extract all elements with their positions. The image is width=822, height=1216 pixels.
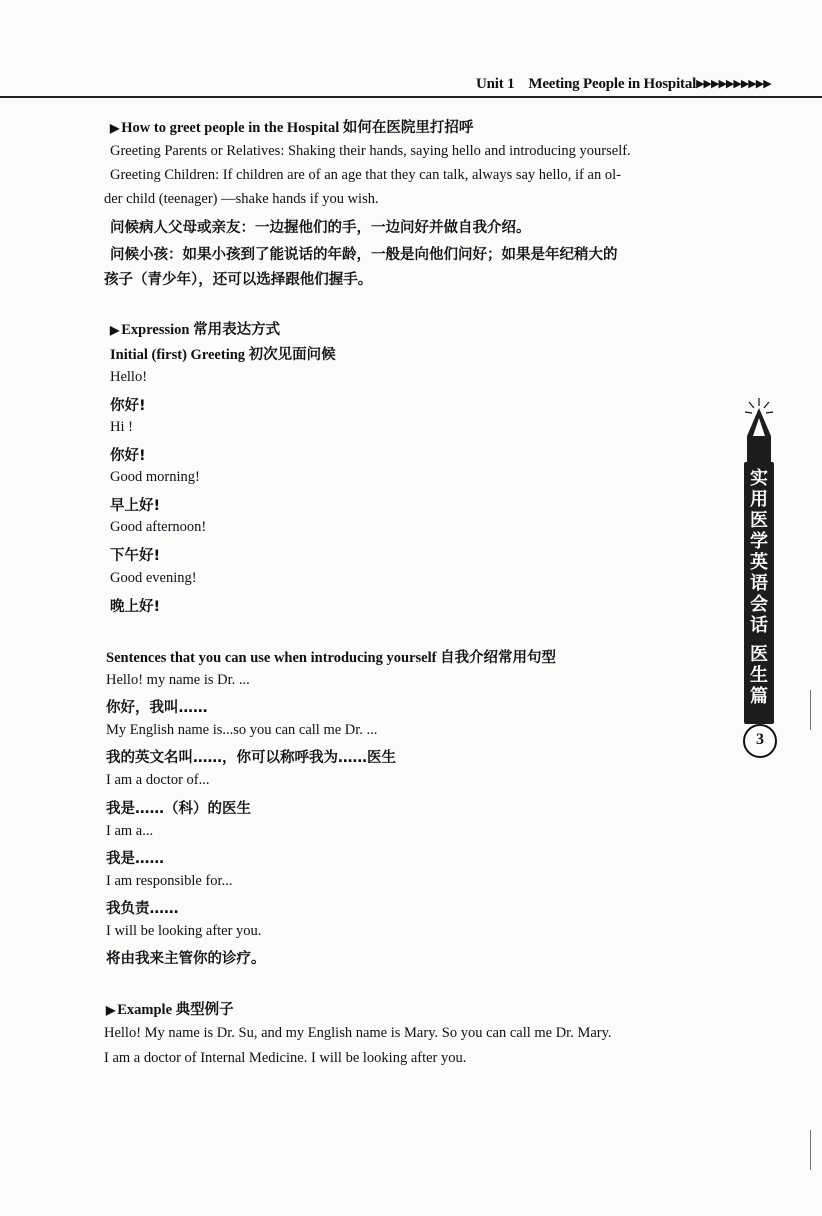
expression-zh: 你好! [110,398,146,414]
triangle-bullet-icon: ▶ [110,323,120,337]
greet-children-zh-cont: 孩子（青少年），还可以选择跟他们握手。 [104,272,373,288]
running-header [476,76,822,93]
greet-children-line: Greeting Children: If children are of an age that they can talk, always say hello, if an ol- [110,167,621,183]
sentence-en: I will be looking after you. [106,923,262,939]
header-arrows: ▶▶▶▶▶▶▶▶▶▶ [696,78,771,90]
sentence-zh: 我的英文名叫……，你可以称呼我为……医生 [106,750,396,766]
side-tab-book-title: 实用医学英语会话 [750,468,768,636]
greet-children-line-cont: der child (teenager) —shake hands if you wish. [104,191,379,207]
sentence-en: My English name is...so you can call me Dr. ... [106,722,378,738]
side-tab-pen-icon [741,396,777,466]
expression-en: Good morning! [110,469,200,485]
sentence-zh: 我负责…… [106,901,179,917]
scan-edge-mark [810,1130,811,1170]
example-line: I am a doctor of Internal Medicine. I will be looking after you. [104,1050,467,1066]
sentence-zh: 将由我来主管你的诊疗。 [106,951,266,967]
sentence-en: I am a doctor of... [106,772,210,788]
sentence-en: Hello! my name is Dr. ... [106,672,250,688]
expression-zh: 下午好! [110,548,161,564]
greet-parents-line: Greeting Parents or Relatives: Shaking their hands, saying hello and introducing yourself. [110,143,631,159]
expression-en: Good afternoon! [110,519,207,535]
greet-children-zh: 问候小孩：如果小孩到了能说话的年龄，一般是向他们问好；如果是年纪稍大的 [110,247,618,263]
side-tab-text [744,468,774,707]
sentence-en: I am a... [106,823,154,839]
sentence-en: I am responsible for... [106,873,233,889]
example-heading: ▶ Example 典型例子 [106,1002,234,1018]
sentence-zh: 你好，我叫…… [106,700,208,716]
expression-en: Hello! [110,369,148,385]
greet-parents-zh: 问候病人父母或亲友：一边握他们的手，一边问好并做自我介绍。 [110,220,531,236]
initial-greeting-subheading: Initial (first) Greeting 初次见面问候 [110,347,336,363]
side-tab-volume: 医生篇 [750,644,768,707]
triangle-bullet-icon: ▶ [110,121,120,135]
expression-en: Hi ! [110,419,133,435]
sentence-zh: 我是……（科）的医生 [106,801,251,817]
triangle-bullet-icon: ▶ [106,1003,116,1017]
expression-heading: ▶ Expression 常用表达方式 [110,322,281,338]
header-unit: Unit 1 [476,76,515,92]
sentence-zh: 我是…… [106,851,164,867]
sentences-heading: Sentences that you can use when introducing yourself 自我介绍常用句型 [106,650,557,666]
expression-zh: 早上好! [110,498,161,514]
expression-zh: 你好! [110,448,146,464]
scan-edge-mark [810,690,811,730]
expression-zh: 晚上好! [110,599,161,615]
header-rule [0,96,822,98]
greet-heading: ▶ How to greet people in the Hospital 如何在医院里打招呼 [110,120,474,136]
example-line: Hello! My name is Dr. Su, and my English name is Mary. So you can call me Dr. Mary. [104,1025,612,1041]
header-title: Meeting People in Hospital [528,76,697,92]
page-number: 3 [743,724,777,758]
expression-en: Good evening! [110,570,197,586]
